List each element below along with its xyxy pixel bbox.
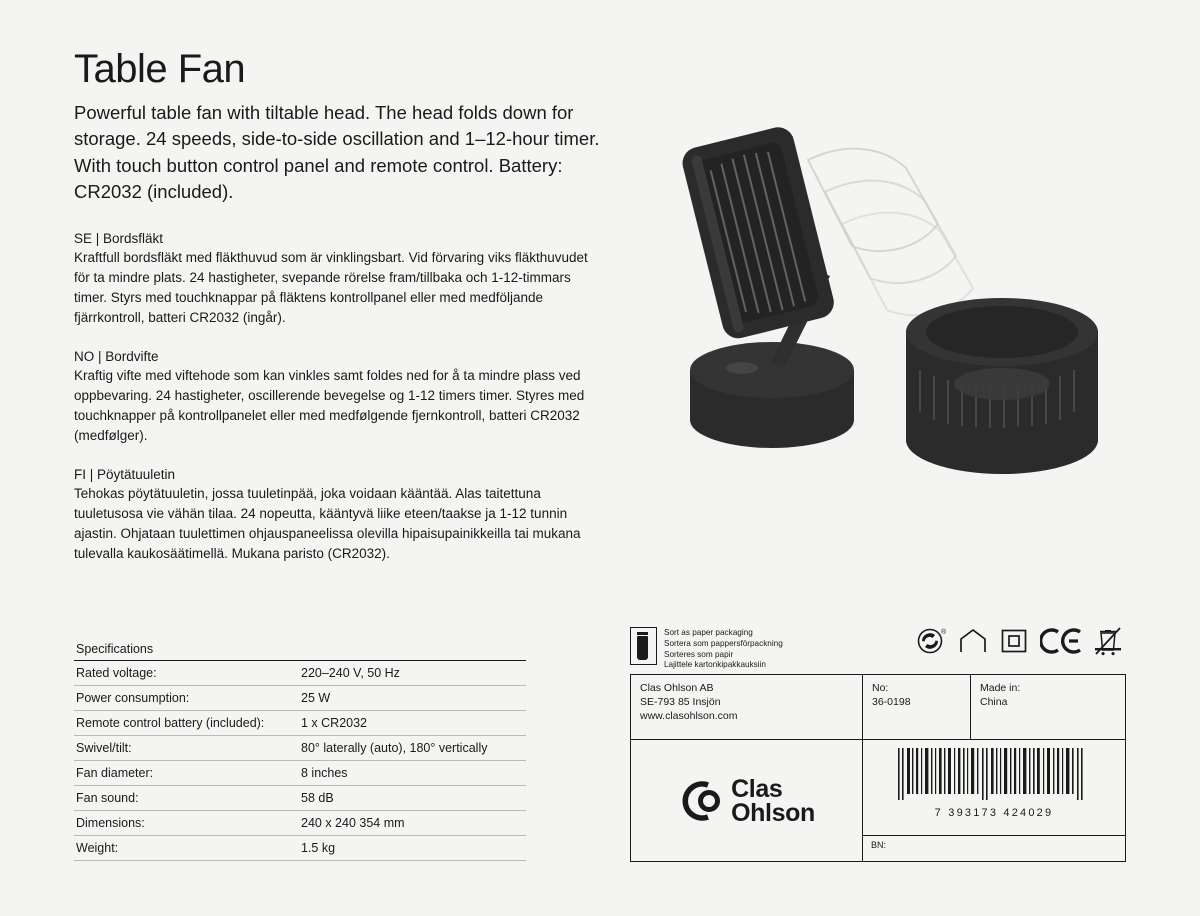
table-row [74,811,526,836]
weee-crossed-bin-icon [1094,626,1122,656]
table-row [74,786,526,811]
table-row [74,736,526,761]
company-address: SE-793 85 Insjön [640,695,721,708]
recycling-line-en: Sort as paper packaging [664,628,753,637]
company-website: www.clasohlson.com [640,709,738,722]
compliance-icons [916,626,1126,656]
svg-text:®: ® [941,629,946,636]
language-block-se [74,231,614,328]
product-intro-en: Powerful table fan with tiltable head. The head folds down for storage. 24 speeds, side-to-side oscillation and 1–12-hour timer. With touch button control panel and remote control. Battery: CR2032 (included). [74,102,600,202]
specifications-table [74,642,526,861]
brand-word-2: Ohlson [731,798,815,827]
language-block-fi [74,467,614,564]
table-row [74,761,526,786]
recycling-row [630,626,1126,674]
spec-value: 220–240 V, 50 Hz [299,661,526,686]
green-dot-icon [916,626,946,656]
batch-number-field [863,835,1125,861]
made-in-label: Made in: [980,682,1021,694]
brand-wordmark [731,774,815,827]
made-in-cell [971,675,1125,739]
spec-value: 1 x CR2032 [299,711,526,736]
spec-value: 25 W [299,686,526,711]
product-photo [620,120,1140,520]
table-row [74,661,526,686]
table-row [74,711,526,736]
table-row [74,686,526,711]
language-body-se: Kraftfull bordsfläkt med fläkthuvud som är vinklingsbart. Vid förvaring viks fläkthuvudet för ta mindre plats. 24 hastigheter, svepande rörelse fram/tillbaka och 1-12-timmars timer. Styrs med touchknappar på fläktens kontrollpanel eller med medföljande fjärrkontroll, batteri CR2032 (ingår). [74,250,588,325]
spec-label: Dimensions: [74,811,299,836]
company-info [631,675,863,739]
spec-value: 1.5 kg [299,836,526,861]
language-body-fi: Tehokas pöytätuuletin, jossa tuuletinpää, joka voidaan kääntää. Alas taitettuna tuuletusosa vie vähän tilaa. 24 nopeutta, kääntyvä liike eteen/taakse ja 1-12 tunnin ajastin. Ohjataan tuulettimen ohjauspaneelissa olevilla hipaisupainikkeilla tai mukana tulevalla kaukosäätimellä. Mukana paristo (CR2032). [74,485,581,561]
label-info-row [630,674,1126,740]
description-column [74,48,614,585]
table-row [74,836,526,861]
fan-folded-unit [906,298,1098,474]
spec-label: Swivel/tilt: [74,736,299,761]
spec-value: 8 inches [299,761,526,786]
page-title: Table Fan [74,47,246,91]
recycling-text [664,626,783,671]
spec-label: Rated voltage: [74,661,299,686]
brand-logo-cell [631,740,863,861]
bn-label: BN: [871,840,887,850]
barcode-digits-group: 393173 424029 [948,807,1054,819]
recycling-line-no: Sorteres som papir [664,649,734,659]
spec-value: 80° laterally (auto), 180° vertically [299,736,526,761]
barcode-number [935,807,1054,819]
brand-word-1: Clas [731,774,783,803]
article-no-value: 36-0198 [872,695,911,708]
barcode-cell [863,740,1125,861]
barcode-lead-digit: 7 [934,807,943,819]
spec-label: Weight: [74,836,299,861]
clas-ohlson-mark-icon [678,776,724,826]
company-name: Clas Ohlson AB [640,682,714,694]
recycling-line-fi: Lajittele kartonkipakkauksiin [664,660,766,670]
spec-label: Power consumption: [74,686,299,711]
spec-value: 240 x 240 354 mm [299,811,526,836]
recycling-info [630,626,858,671]
square-icon [1000,627,1028,655]
fan-motion-ghost [808,149,973,315]
label-brand-barcode-row [630,740,1126,862]
spec-label: Fan sound: [74,786,299,811]
paper-packaging-icon [630,627,657,665]
fan-standing-unit [679,124,854,448]
clas-ohlson-logo [678,776,815,826]
spec-value: 58 dB [299,786,526,811]
house-icon [958,627,988,655]
ce-mark-icon [1040,627,1082,655]
made-in-value: China [980,695,1008,708]
language-block-no [74,349,614,446]
article-no-label: No: [872,682,889,694]
table-fan-illustration [620,120,1140,520]
language-heading-no: NO | Bordvifte [74,348,159,364]
language-heading-se: SE | Bordsfläkt [74,231,164,247]
language-body-no: Kraftig vifte med viftehode som kan vinkles samt foldes ned for å ta mindre plass ved oppbevaring. 24 hastigheter, oscillerende bevegelse og 1-12 timers timer. Styres med touchknapper på kontrollpanelet eller med medfølgende fjernkontroll, batteri CR2032 (medfølger). [74,367,585,443]
recycling-line-se: Sortera som pappersförpackning [664,638,783,648]
ean13-bars-icon [896,748,1092,804]
spec-label: Fan diameter: [74,761,299,786]
article-number-cell [863,675,971,739]
specifications-caption: Specifications [74,642,526,661]
barcode-image [896,748,1092,804]
language-heading-fi: FI | Pöytätuuletin [74,466,176,482]
spec-label: Remote control battery (included): [74,711,299,736]
packaging-label-panel [630,626,1126,862]
